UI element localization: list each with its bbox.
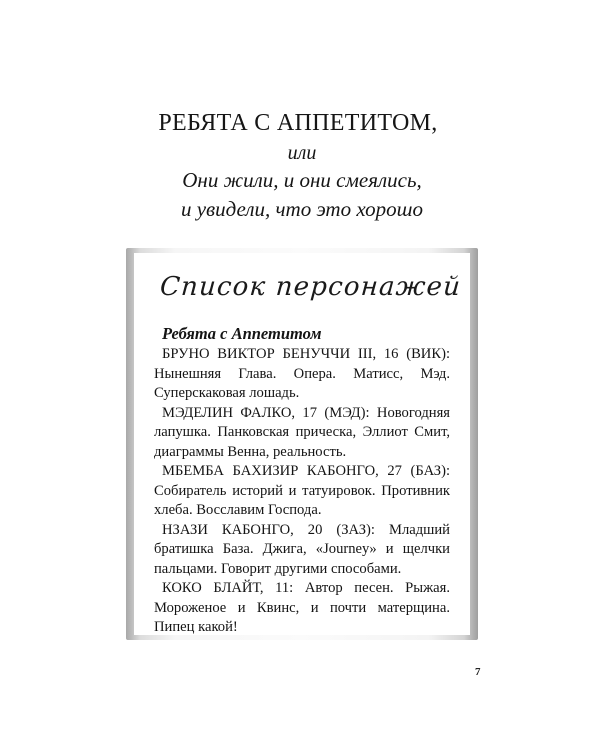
character-entry-text: НЗАЗИ КАБОНГО, 20 (ЗАЗ): Младший братишка База. Джига, «Journey» и щелчки пальцами. Говорит другими способами. — [154, 521, 450, 577]
character-entry — [154, 462, 450, 521]
character-entry — [154, 521, 450, 580]
page-number: 7 — [475, 666, 481, 678]
character-entry-text: КОКО БЛАЙТ, 11: Автор песен. Рыжая. Мороженое и Квинс, и почти матерщина. Пипец какой! — [154, 580, 450, 635]
chapter-title-conjunction: или — [287, 142, 317, 164]
chapter-subtitle-line-2: и увидели, что это хорошо — [180, 197, 423, 221]
character-list-title: Список персонажей — [158, 272, 463, 302]
chapter-title: РЕБЯТА С АППЕТИТОМ, — [158, 110, 438, 136]
character-group-heading: Ребята с Аппетитом — [162, 324, 322, 343]
chapter-title-block — [0, 108, 600, 224]
character-entry-text: МБЕМБА БАХИЗИР КАБОНГО, 27 (БАЗ): Собиратель историй и татуировок. Противник хлеба. Восславим Господа. — [154, 463, 450, 518]
character-entry — [154, 579, 450, 638]
chapter-subtitle-line-1: Они жили, и они смеялись, — [182, 168, 422, 192]
character-entry — [154, 404, 450, 463]
character-entry-text: БРУНО ВИКТОР БЕНУЧЧИ III, 16 (ВИК): Нынешняя Глава. Опера. Матисс, Мэд. Суперскаковая лошадь. — [154, 346, 450, 401]
character-list — [154, 324, 450, 638]
character-entry-text: МЭДЕЛИН ФАЛКО, 17 (МЭД): Новогодняя лапушка. Панковская прическа, Эллиот Смит, диаграммы Венна, реальность. — [154, 404, 450, 460]
character-entry — [154, 345, 450, 404]
